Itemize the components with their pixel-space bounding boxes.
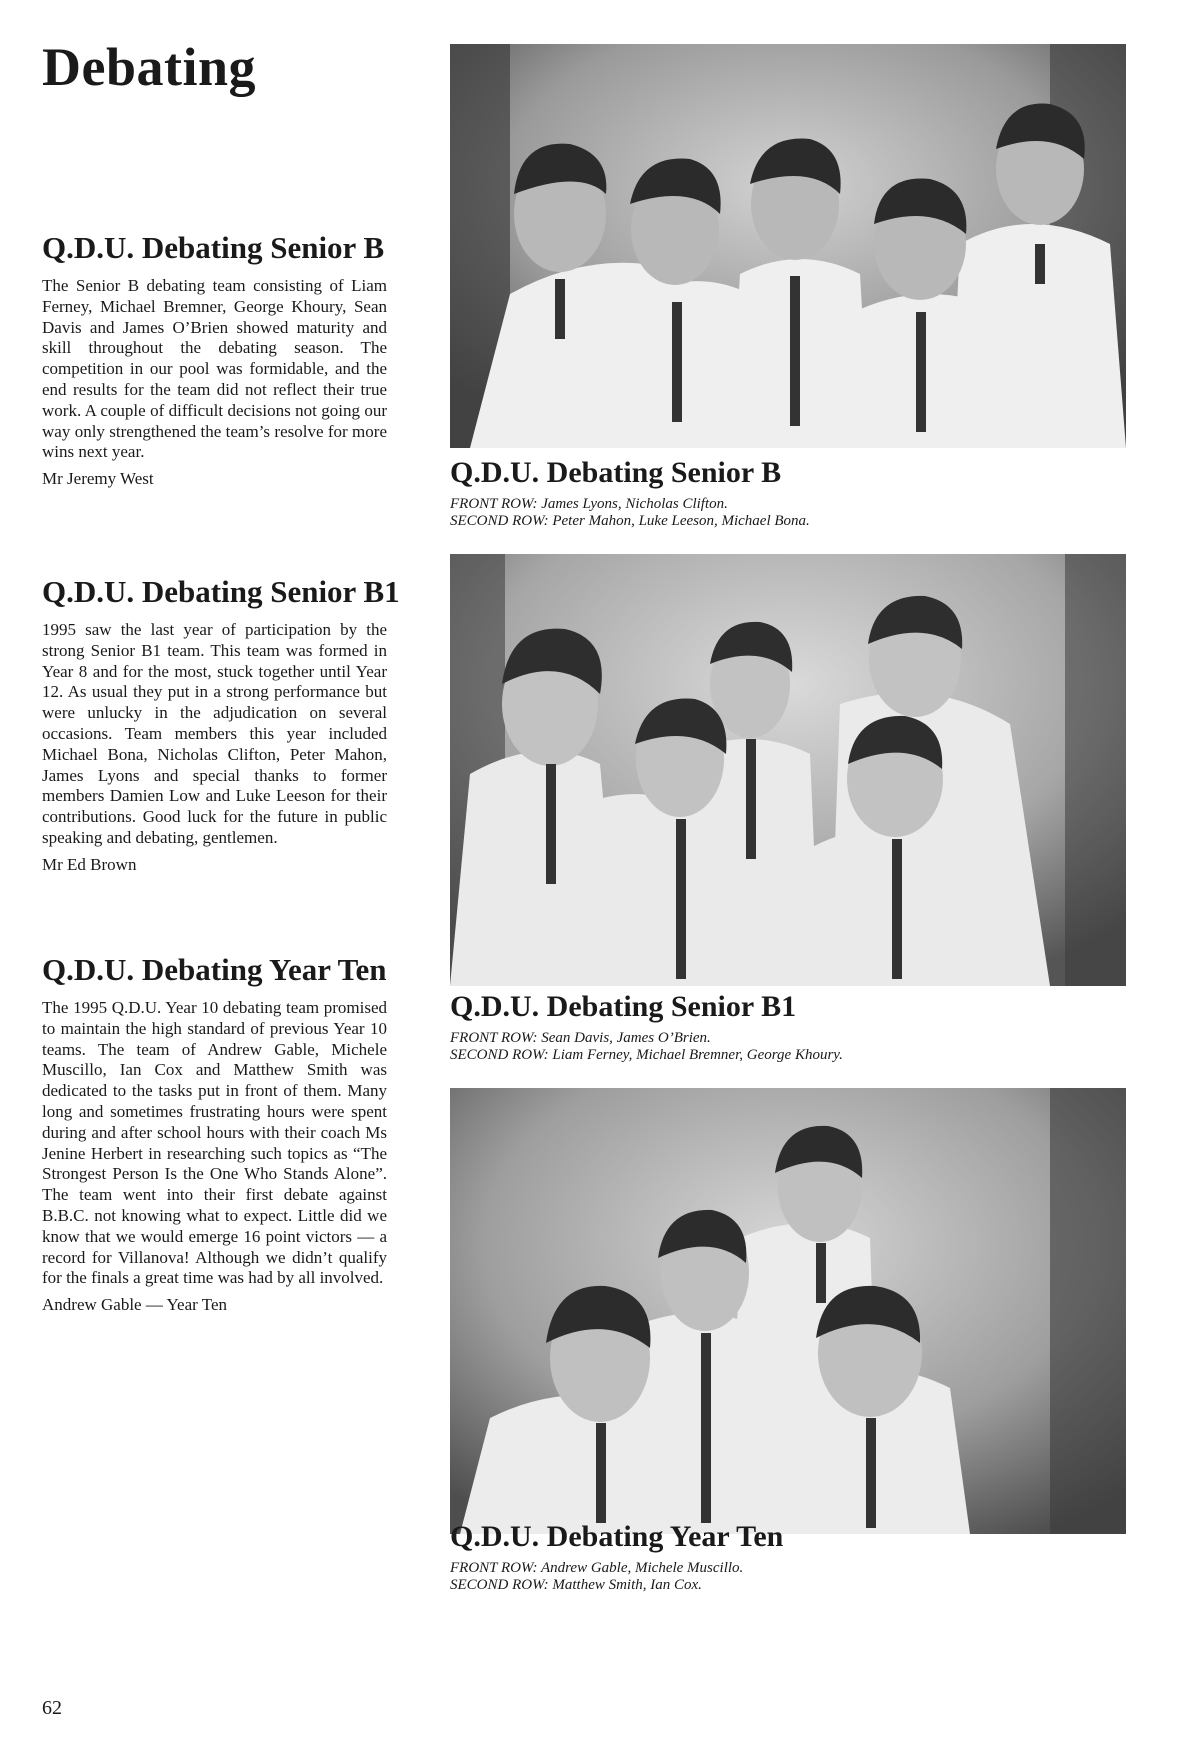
caption-front-row bbox=[450, 1030, 1126, 1047]
caption-front-row bbox=[450, 496, 1126, 513]
page-number: 62 bbox=[42, 1697, 62, 1719]
caption-title: Q.D.U. Debating Year Ten bbox=[450, 1520, 784, 1553]
article-author: Mr Ed Brown bbox=[42, 854, 137, 874]
row-label: SECOND ROW: bbox=[450, 513, 549, 529]
article-senior-b1 bbox=[42, 574, 400, 876]
row-names: Matthew Smith, Ian Cox. bbox=[552, 1577, 702, 1593]
team-photo-senior-b1 bbox=[450, 554, 1126, 986]
article-author: Mr Jeremy West bbox=[42, 469, 154, 489]
article-heading: Q.D.U. Debating Senior B1 bbox=[42, 574, 400, 609]
article-senior-b bbox=[42, 230, 387, 490]
row-names: Liam Ferney, Michael Bremner, George Khoury. bbox=[552, 1047, 843, 1063]
team-photo-year-ten bbox=[450, 1088, 1126, 1534]
row-label: FRONT ROW: bbox=[450, 1030, 538, 1046]
caption-second-row bbox=[450, 1577, 1126, 1594]
row-label: FRONT ROW: bbox=[450, 496, 538, 512]
article-author: Andrew Gable — Year Ten bbox=[42, 1295, 227, 1315]
article-year-ten bbox=[42, 952, 387, 1316]
row-label: FRONT ROW: bbox=[450, 1560, 538, 1576]
row-label: SECOND ROW: bbox=[450, 1577, 549, 1593]
team-photo-senior-b bbox=[450, 44, 1126, 448]
article-heading: Q.D.U. Debating Year Ten bbox=[42, 952, 387, 987]
row-names: Sean Davis, James O’Brien. bbox=[541, 1030, 711, 1046]
article-heading: Q.D.U. Debating Senior B bbox=[42, 230, 385, 265]
article-body: The 1995 Q.D.U. Year 10 debating team promised to maintain the high standard of previous Year 10 teams. The team of Andrew Gable, Michele Muscillo, Ian Cox and Matthew Smith was dedicated to the tasks put in front of them. Many long and sometimes frustrating hours were spent during and after school hours with their coach Ms Jenine Herbert in researching such topics as “The Strongest Person Is the One Who Stands Alone”. The team went into their first debate against B.B.C. not knowing what to expect. Little did we know that we would emerge 16 point victors — a record for Villanova! Although we didn’t qualify for the finals a great time was had by all involved. bbox=[42, 998, 387, 1288]
photo-caption-senior-b bbox=[450, 456, 1126, 530]
row-names: James Lyons, Nicholas Clifton. bbox=[541, 496, 728, 512]
article-body: 1995 saw the last year of participation by the strong Senior B1 team. This team was formed in Year 8 and for the most, stuck together until Year 12. As usual they put in a strong performance but were unlucky in the adjudication on several occasions. Team members this year included Michael Bona, Nicholas Clifton, Peter Mahon, James Lyons and special thanks to former members Damien Low and Luke Leeson for their contributions. Good luck for the future in public speaking and debating, gentlemen. bbox=[42, 620, 387, 847]
page-title: Debating bbox=[42, 37, 257, 97]
row-names: Peter Mahon, Luke Leeson, Michael Bona. bbox=[552, 513, 810, 529]
caption-title: Q.D.U. Debating Senior B bbox=[450, 456, 782, 489]
article-body: The Senior B debating team consisting of Liam Ferney, Michael Bremner, George Khoury, Sean Davis and James O’Brien showed maturity and skill throughout the debating season. The competition in our pool was formidable, and the end results for the team did not reflect their true work. A couple of difficult decisions not going our way only strengthened the team’s resolve for more wins next year. bbox=[42, 276, 387, 462]
photo-caption-senior-b1 bbox=[450, 990, 1126, 1064]
caption-second-row bbox=[450, 513, 1126, 530]
caption-front-row bbox=[450, 1560, 1126, 1577]
caption-second-row bbox=[450, 1047, 1126, 1064]
row-label: SECOND ROW: bbox=[450, 1047, 549, 1063]
caption-title: Q.D.U. Debating Senior B1 bbox=[450, 990, 797, 1023]
photo-caption-year-ten bbox=[450, 1520, 1126, 1594]
row-names: Andrew Gable, Michele Muscillo. bbox=[540, 1560, 744, 1576]
